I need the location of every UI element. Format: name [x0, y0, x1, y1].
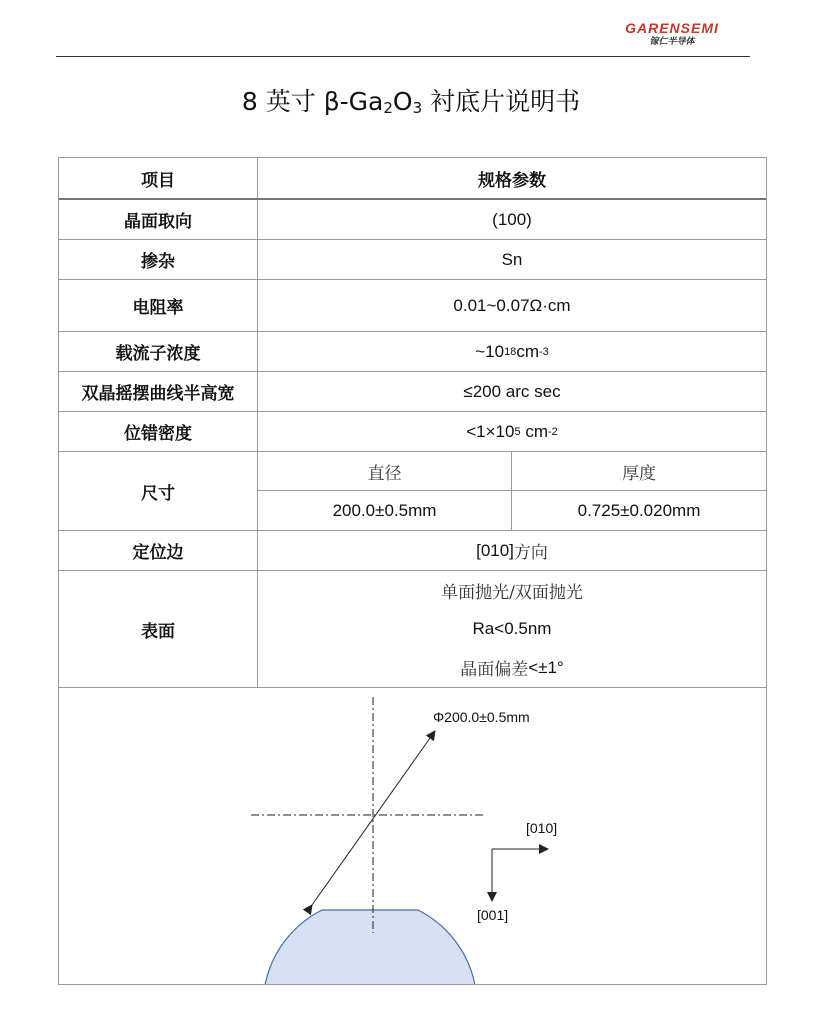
- header-divider: [56, 56, 750, 57]
- carrier-base: ~10: [475, 341, 505, 361]
- flat-label: 定位边: [59, 531, 258, 570]
- flat-value: [258, 531, 766, 570]
- carrier-unit-exponent: -3: [538, 345, 549, 358]
- dislocation-base: <1×10: [466, 421, 515, 441]
- wafer-diagram-svg: [59, 687, 766, 984]
- spec-table: [58, 157, 767, 985]
- logo-brand-cn: 镓仁半导体: [649, 37, 695, 47]
- logo-brand: GARENSEMI: [625, 20, 719, 36]
- flat-direction-text: 方向: [513, 543, 548, 563]
- carrier-value: [258, 332, 766, 371]
- flat-direction-code: [010]: [476, 540, 514, 560]
- dopant-label: 掺杂: [59, 240, 258, 279]
- miscut-label: 晶面偏差: [460, 660, 529, 680]
- thickness-header: 厚度: [622, 463, 656, 484]
- title-subscript: 2: [383, 99, 393, 117]
- title-part: 8 英寸 β-Ga: [241, 87, 384, 116]
- dopant-value: Sn: [501, 249, 523, 269]
- diameter-header: 直径: [258, 452, 512, 490]
- dislocation-exponent: 5: [514, 425, 521, 438]
- surface-polish: 单面抛光/双面抛光: [441, 582, 583, 603]
- wafer-diagram: [59, 687, 766, 984]
- title-part: 衬底片说明书: [422, 87, 581, 116]
- axis-x-label: [010]: [526, 820, 558, 836]
- document-title: [0, 86, 822, 124]
- surface-label: 表面: [59, 571, 258, 687]
- header-spec: 规格参数: [478, 170, 546, 191]
- wafer-outline: [263, 910, 477, 984]
- dislocation-unit: cm: [520, 421, 548, 441]
- orientation-value: (100): [492, 209, 532, 229]
- dislocation-unit-exponent: -2: [547, 425, 558, 438]
- size-label: 尺寸: [59, 452, 258, 530]
- xrc-label: 双晶摇摆曲线半高宽: [59, 372, 258, 411]
- dislocation-label: 位错密度: [59, 412, 258, 451]
- diameter-value: 200.0±0.5mm: [258, 491, 512, 530]
- carrier-exponent: 18: [504, 345, 517, 358]
- resistivity-label: 电阻率: [59, 280, 258, 331]
- header-item: 项目: [59, 158, 258, 198]
- miscut-value: <±1°: [528, 657, 564, 677]
- title-part: O: [392, 87, 413, 116]
- resistivity-value: 0.01~0.07Ω·cm: [453, 295, 571, 315]
- carrier-unit: cm: [516, 341, 539, 361]
- carrier-label: 载流子浓度: [59, 332, 258, 371]
- surface-roughness: Ra<0.5nm: [472, 618, 552, 638]
- surface-miscut: [258, 648, 766, 687]
- thickness-value: 0.725±0.020mm: [577, 500, 701, 520]
- orientation-label: 晶面取向: [59, 200, 258, 239]
- title-subscript: 3: [412, 99, 423, 117]
- xrc-value: ≤200 arc sec: [463, 381, 561, 401]
- dislocation-value: [258, 412, 766, 451]
- axis-y-label: [001]: [477, 907, 509, 923]
- company-logo: [612, 20, 732, 48]
- diameter-label: Φ200.0±0.5mm: [433, 709, 530, 725]
